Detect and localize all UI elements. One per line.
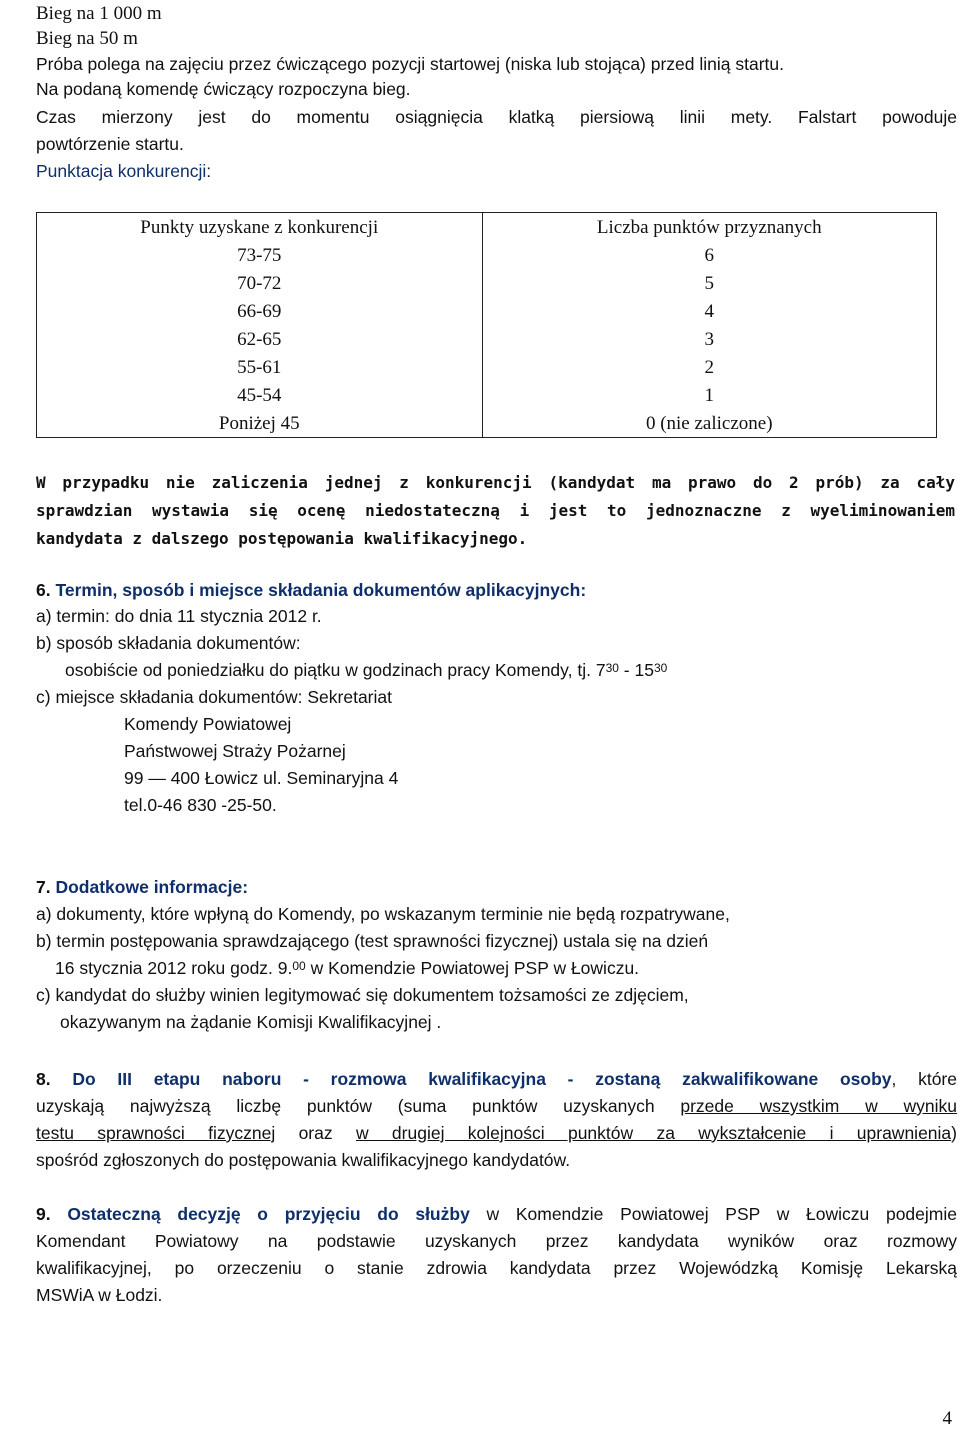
section-8-line-1-rest: , które — [891, 1069, 957, 1089]
section-6-deadline: a) termin: do dnia 11 stycznia 2012 r. — [36, 606, 322, 626]
section-9-bold-text: Ostateczną decyzję o przyjęciu do służby — [67, 1204, 470, 1224]
table-cell: 70-72 — [37, 269, 483, 297]
test-date-text: 16 stycznia 2012 roku godz. 9. — [55, 958, 293, 978]
table-cell: 55-61 — [37, 353, 483, 381]
section-7-heading — [36, 874, 248, 901]
scoring-heading-text: Punktacja konkurencji — [36, 161, 207, 181]
warning-line-2: sprawdzian wystawia się ocenę niedostateczną i jest to jednoznaczne z wyeliminowaniem — [36, 501, 955, 520]
table-cell: 0 (nie zaliczone) — [482, 409, 937, 438]
section-8-underline-2: testu sprawności fizycznej — [36, 1123, 276, 1143]
table-row — [37, 241, 937, 269]
section-9-number: 9. — [36, 1204, 51, 1224]
table-row — [37, 297, 937, 325]
office-hours-start-minutes: 30 — [605, 661, 619, 675]
run-1000-heading: Bieg na 1 000 m — [36, 3, 162, 24]
table-cell: 6 — [482, 241, 937, 269]
section-8-underline-3: w drugiej kolejności punktów za wykształcenie i uprawnienia — [355, 1123, 952, 1143]
table-cell: 5 — [482, 269, 937, 297]
table-cell: 4 — [482, 297, 937, 325]
section-6-place: c) miejsce składania dokumentów: Sekretariat — [36, 687, 392, 707]
section-8-line-4: spośród zgłoszonych do postępowania kwalifikacyjnego kandydatów. — [36, 1150, 571, 1170]
address-line: 99 — 400 Łowicz ul. Seminaryjna 4 — [124, 768, 399, 788]
table-cell: 45-54 — [37, 381, 483, 409]
section-7-title: Dodatkowe informacje: — [55, 877, 249, 897]
test-location-text: w Komendzie Powiatowej PSP w Łowiczu. — [305, 958, 640, 978]
table-row — [37, 353, 937, 381]
table-row — [37, 409, 937, 438]
table-cell: 1 — [482, 381, 937, 409]
section-7-item-c-1: c) kandydat do służby winien legitymować się dokumentem tożsamości ze zdjęciem, — [36, 985, 689, 1005]
section-7-item-a: a) dokumenty, które wpłyną do Komendy, po wskazanym terminie nie będą rozpatrywane, — [36, 904, 730, 924]
section-8-line-3-mid: oraz — [275, 1123, 356, 1143]
section-9-line-3: kwalifikacyjnej, po orzeczeniu o stanie zdrowia kandydata przez Wojewódzką Komisję Lekarską — [36, 1258, 957, 1278]
paragraph-timing-1: Czas mierzony jest do momentu osiągnięcia klatką piersiową linii mety. Falstart powoduje — [36, 107, 957, 127]
paragraph-timing-2: powtórzenie startu. — [36, 134, 184, 154]
section-8-line-2 — [36, 1093, 957, 1120]
section-6-number: 6. — [36, 580, 51, 600]
table-header-row — [37, 213, 937, 242]
section-8-line-2-text: uzyskają najwyższą liczbę punktów (suma punktów uzyskanych — [36, 1096, 681, 1116]
section-9-line-1 — [36, 1201, 957, 1228]
table-cell: Poniżej 45 — [37, 409, 483, 438]
office-hours-dash: - 15 — [618, 660, 654, 680]
section-8-line-3 — [36, 1120, 957, 1147]
run-50-heading: Bieg na 50 m — [36, 28, 138, 49]
table-cell: 73-75 — [37, 241, 483, 269]
table-row — [37, 269, 937, 297]
table-cell: 2 — [482, 353, 937, 381]
paragraph-command: Na podaną komendę ćwiczący rozpoczyna bieg. — [36, 79, 411, 99]
section-7-number: 7. — [36, 877, 51, 897]
section-9-line-1-rest: w Komendzie Powiatowej PSP w Łowiczu podejmie — [469, 1204, 957, 1224]
section-7-item-b-1: b) termin postępowania sprawdzającego (test sprawności fizycznej) ustala się na dzień — [36, 931, 709, 951]
table-header-cell: Punkty uzyskane z konkurencji — [37, 213, 483, 242]
section-7-item-b-2 — [55, 955, 639, 982]
scoring-heading — [36, 158, 211, 185]
warning-line-1: W przypadku nie zaliczenia jednej z konkurencji (kandydat ma prawo do 2 prób) za cały — [36, 473, 955, 492]
table-row — [37, 325, 937, 353]
section-9-line-4: MSWiA w Łodzi. — [36, 1285, 163, 1305]
section-6-heading — [36, 577, 586, 604]
address-line: Państwowej Straży Pożarnej — [124, 741, 346, 761]
section-9-line-2: Komendant Powiatowy na podstawie uzyskanych przez kandydata wyników oraz rozmowy — [36, 1231, 957, 1251]
section-7-item-c-2: okazywanym na żądanie Komisji Kwalifikacyjnej . — [60, 1012, 442, 1032]
section-8-number: 8. — [36, 1069, 51, 1089]
scoring-heading-colon: : — [206, 161, 212, 181]
address-line: Komendy Powiatowej — [124, 714, 292, 734]
warning-line-3: kandydata z dalszego postępowania kwalifikacyjnego. — [36, 529, 528, 548]
test-time-minutes: 00 — [292, 959, 306, 973]
table-cell: 62-65 — [37, 325, 483, 353]
section-6-method-detail — [65, 657, 667, 684]
scoring-table — [36, 212, 937, 438]
office-hours-end-minutes: 30 — [653, 661, 668, 675]
section-8-line-1 — [36, 1066, 957, 1093]
table-header-cell: Liczba punktów przyznanych — [482, 213, 937, 242]
table-cell: 3 — [482, 325, 937, 353]
page-number: 4 — [942, 1408, 952, 1429]
address-phone: tel.0-46 830 -25-50. — [124, 795, 277, 815]
table-cell: 66-69 — [37, 297, 483, 325]
section-6-title: Termin, sposób i miejsce składania dokumentów aplikacyjnych: — [55, 580, 587, 600]
section-8-underline-1: przede wszystkim w wyniku — [680, 1096, 957, 1116]
section-8-bold-text: Do III etapu naboru - rozmowa kwalifikacyjna - zostaną zakwalifikowane osoby — [72, 1069, 892, 1089]
section-8-line-3-end: ) — [951, 1123, 957, 1143]
table-row — [37, 381, 937, 409]
section-6-method: b) sposób składania dokumentów: — [36, 633, 301, 653]
office-hours-text: osobiście od poniedziałku do piątku w godzinach pracy Komendy, tj. 7 — [65, 660, 606, 680]
paragraph-start-position: Próba polega na zajęciu przez ćwiczącego pozycji startowej (niska lub stojąca) przed linią startu. — [36, 54, 785, 74]
